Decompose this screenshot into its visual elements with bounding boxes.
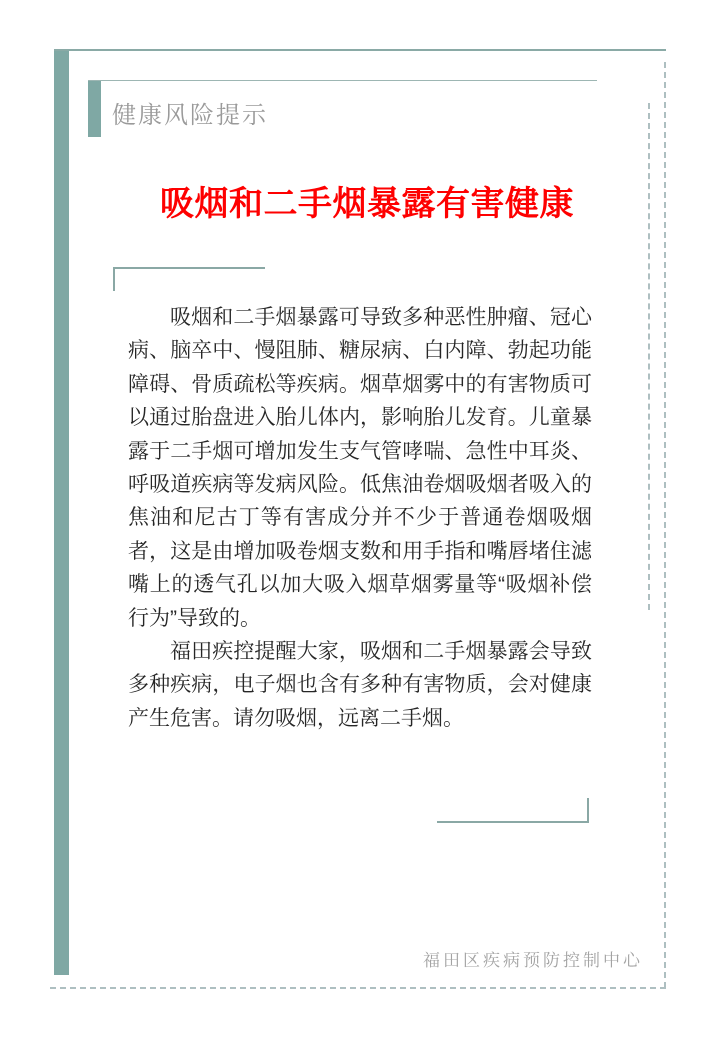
section-label: 健康风险提示 (112, 102, 268, 129)
bottom-dashed-border (50, 987, 666, 989)
top-left-corner-bracket (113, 267, 265, 291)
organization-signature: 福田区疾病预防控制中心 (423, 951, 643, 970)
page-title: 吸烟和二手烟暴露有害健康 (160, 185, 574, 223)
left-accent-bar (54, 50, 69, 975)
top-border-line (54, 49, 666, 51)
bottom-right-corner-bracket (437, 798, 589, 823)
body-paragraph: 福田疾控提醒大家，吸烟和二手烟暴露会导致多种疾病，电子烟也含有多种有害物质，会对健康产生危害。请勿吸烟，远离二手烟。 (128, 640, 592, 730)
body-paragraph: 吸烟和二手烟暴露可导致多种恶性肿瘤、冠心病、脑卒中、慢阻肺、糖尿病、白内障、勃起功能障碍、骨质疏松等疾病。烟草烟雾中的有害物质可以通过胎盘进入胎儿体内，影响胎儿发育。儿童暴露于二手烟可增加发生支气管哮喘、急性中耳炎、呼吸道疾病等发病风险。低焦油卷烟吸烟者吸入的焦油和尼古丁等有害成分并不少于普通卷烟吸烟者，这是由增加吸卷烟支数和用手指和嘴唇堵住滤嘴上的透气孔以加大吸入烟草烟雾量等“吸烟补偿行为”导致的。 (128, 306, 592, 630)
header-accent-square (88, 80, 101, 137)
body-text-block (128, 301, 592, 735)
header-rule-line (88, 80, 597, 81)
